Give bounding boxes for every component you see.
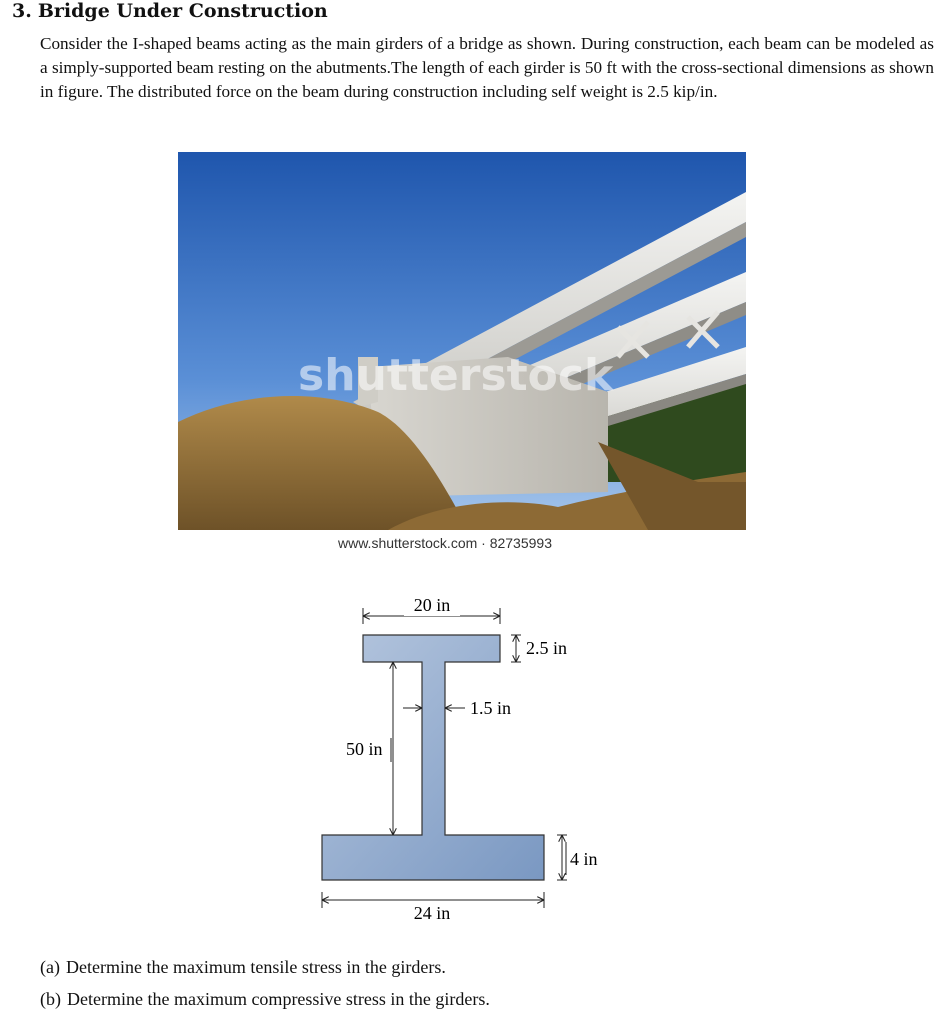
problem-statement: Consider the I-shaped beams acting as the main girders of a bridge as shown. During construction, each beam can be modeled as a simply-supported beam resting on the abutments.The length of each girder is 50 ft with the cross-sectional dimensions as shown in figure. The distributed force on the beam during construction including self weight is 2.5 kip/in.	[40, 34, 934, 101]
bridge-photo	[178, 152, 746, 530]
problem-title: Bridge Under Construction	[37, 0, 328, 22]
question-b-label: (b)	[40, 989, 61, 1009]
problem-number: 3.	[12, 0, 32, 22]
photo-caption: www.shutterstock.com · 82735993	[338, 535, 552, 551]
i-beam-cross-section	[300, 580, 640, 930]
top-flange-thickness-label: 2.5 in	[526, 638, 568, 658]
top-flange-width-label: 20 in	[413, 595, 451, 615]
question-b	[40, 989, 490, 1010]
watermark-text: shutterstock	[298, 350, 614, 401]
bottom-flange-width-label: 24 in	[413, 903, 451, 923]
web-height-label: 50 in	[346, 739, 383, 759]
problem-heading	[12, 0, 328, 22]
question-a-text: Determine the maximum tensile stress in the girders.	[65, 957, 446, 977]
question-a	[40, 957, 446, 978]
question-a-label: (a)	[40, 957, 60, 977]
question-b-text: Determine the maximum compressive stress in the girders.	[67, 989, 490, 1009]
bottom-flange-thickness-label: 4 in	[570, 849, 598, 869]
web-thickness-label: 1.5 in	[470, 698, 512, 718]
